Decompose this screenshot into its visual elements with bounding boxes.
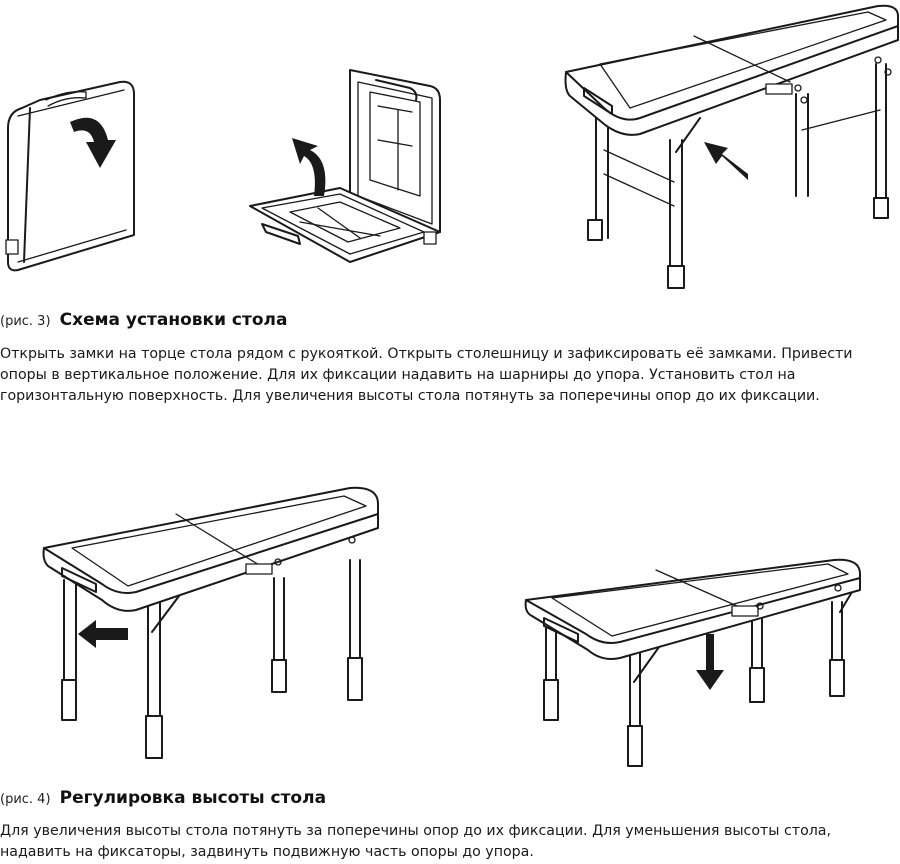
figure-3-title: Схема установки стола — [59, 310, 288, 330]
table-retract-illustration — [526, 560, 860, 766]
folded-table-case-illustration — [6, 82, 134, 271]
left-arrow-icon — [78, 620, 128, 648]
figure-3-description: Открыть замки на торце стола рядом с рукояткой. Открыть столешницу и зафиксировать её замками. Привести опоры в вертикальное положение. Для их фиксации надавить на шарниры до упора. Установить стол на горизонтальную поверхность. Для увеличения высоты стола потянуть за поперечины опор до их фиксации. — [0, 346, 853, 404]
figure-4-number: (рис. 4) — [0, 792, 51, 807]
figure-3-number: (рис. 3) — [0, 314, 51, 329]
rotate-up-arrow-icon — [292, 138, 325, 196]
figure-4-caption — [0, 788, 326, 808]
opening-table-illustration — [250, 70, 440, 262]
figure-4-description: Для увеличения высоты стола потянуть за поперечины опор до их фиксации. Для уменьшения высоты стола, надавить на фиксаторы, задвинуть подвижную часть опоры до упора. — [0, 823, 832, 860]
push-arrow-icon — [704, 142, 748, 180]
opened-table-illustration — [566, 6, 899, 288]
figure-4-title: Регулировка высоты стола — [59, 788, 327, 808]
down-arrow-icon — [696, 634, 724, 690]
figure-3-caption — [0, 310, 287, 330]
